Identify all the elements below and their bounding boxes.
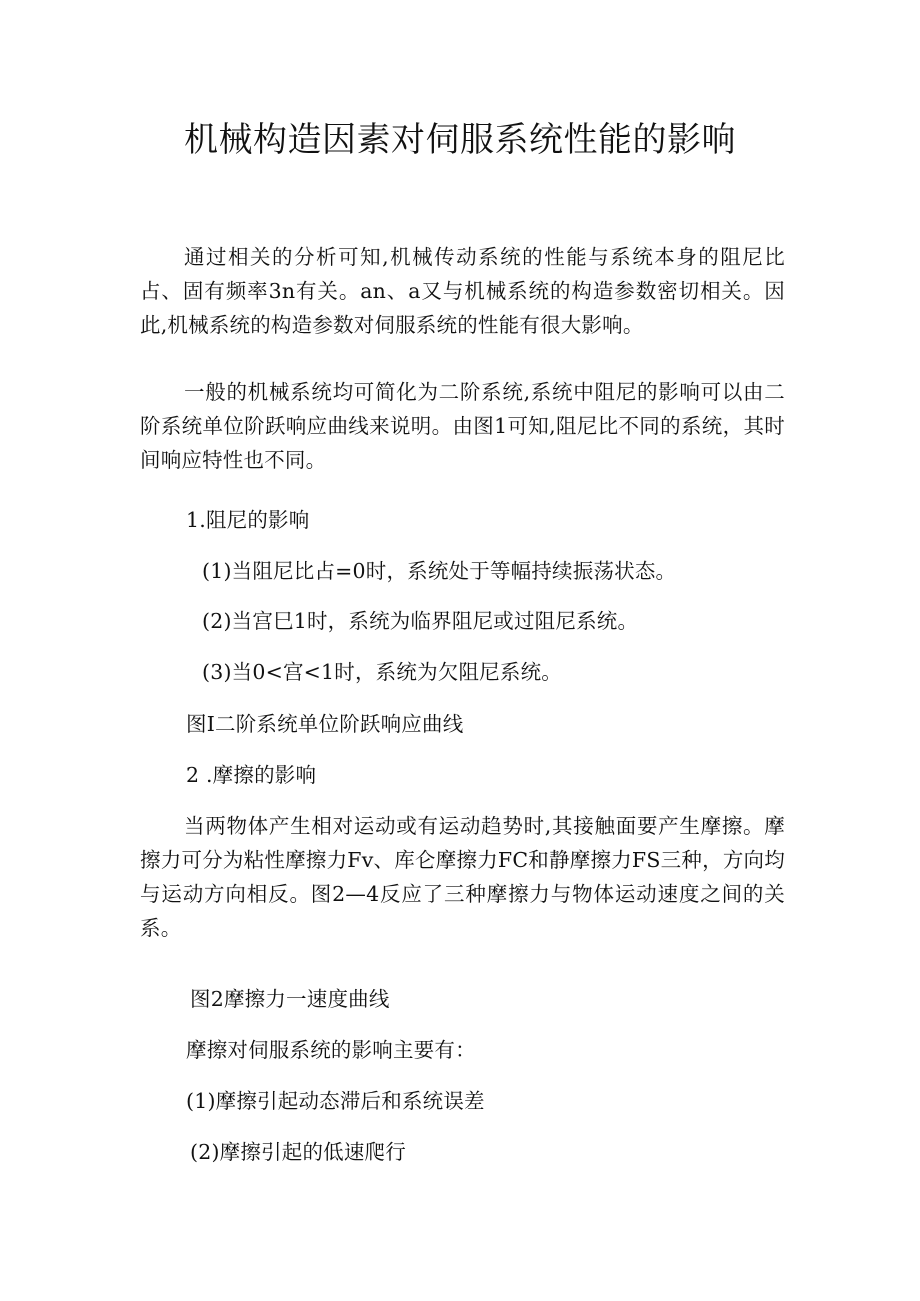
damping-item-1: (1)当阻尼比占=0时，系统处于等幅持续振荡状态。 [202, 559, 677, 583]
document-title: 机械构造因素对伺服系统性能的影响 [184, 120, 736, 160]
section-heading-damping: 1.阻尼的影响 [186, 508, 310, 532]
damping-item-2: (2)当宫巳1时，系统为临界阻尼或过阻尼系统。 [202, 609, 639, 633]
friction-effect-item-2: (2)摩擦引起的低速爬行 [190, 1140, 406, 1164]
damping-item-3: (3)当0<宫<1时，系统为欠阻尼系统。 [202, 660, 562, 684]
paragraph-intro: 通过相关的分析可知,机械传动系统的性能与系统本身的阻尼比占、固有频率3n有关。an、a又与机械系统的构造参数密切相关。因此,机械系统的构造参数对伺服系统的性能有很大影响。 [140, 245, 785, 337]
section-heading-friction: 2 .摩擦的影响 [186, 763, 317, 787]
friction-effect-item-1: (1)摩擦引起动态滞后和系统误差 [186, 1089, 485, 1113]
figure-1-caption: 图I二阶系统单位阶跃响应曲线 [186, 712, 464, 736]
figure-2-caption: 图2摩擦力一速度曲线 [190, 987, 390, 1011]
paragraph-second-order-system: 一般的机械系统均可简化为二阶系统,系统中阻尼的影响可以由二阶系统单位阶跃响应曲线来说明。由图1可知,阻尼比不同的系统，其时间响应特性也不同。 [140, 380, 785, 472]
friction-effects-intro: 摩擦对伺服系统的影响主要有： [186, 1038, 476, 1062]
paragraph-friction: 当两物体产生相对运动或有运动趋势时,其接触面要产生摩擦。摩擦力可分为粘性摩擦力Fv、库仑摩擦力FC和静摩擦力FS三种，方向均与运动方向相反。图2—4反应了三种摩擦力与物体运动速度之间的关系。 [140, 814, 785, 940]
